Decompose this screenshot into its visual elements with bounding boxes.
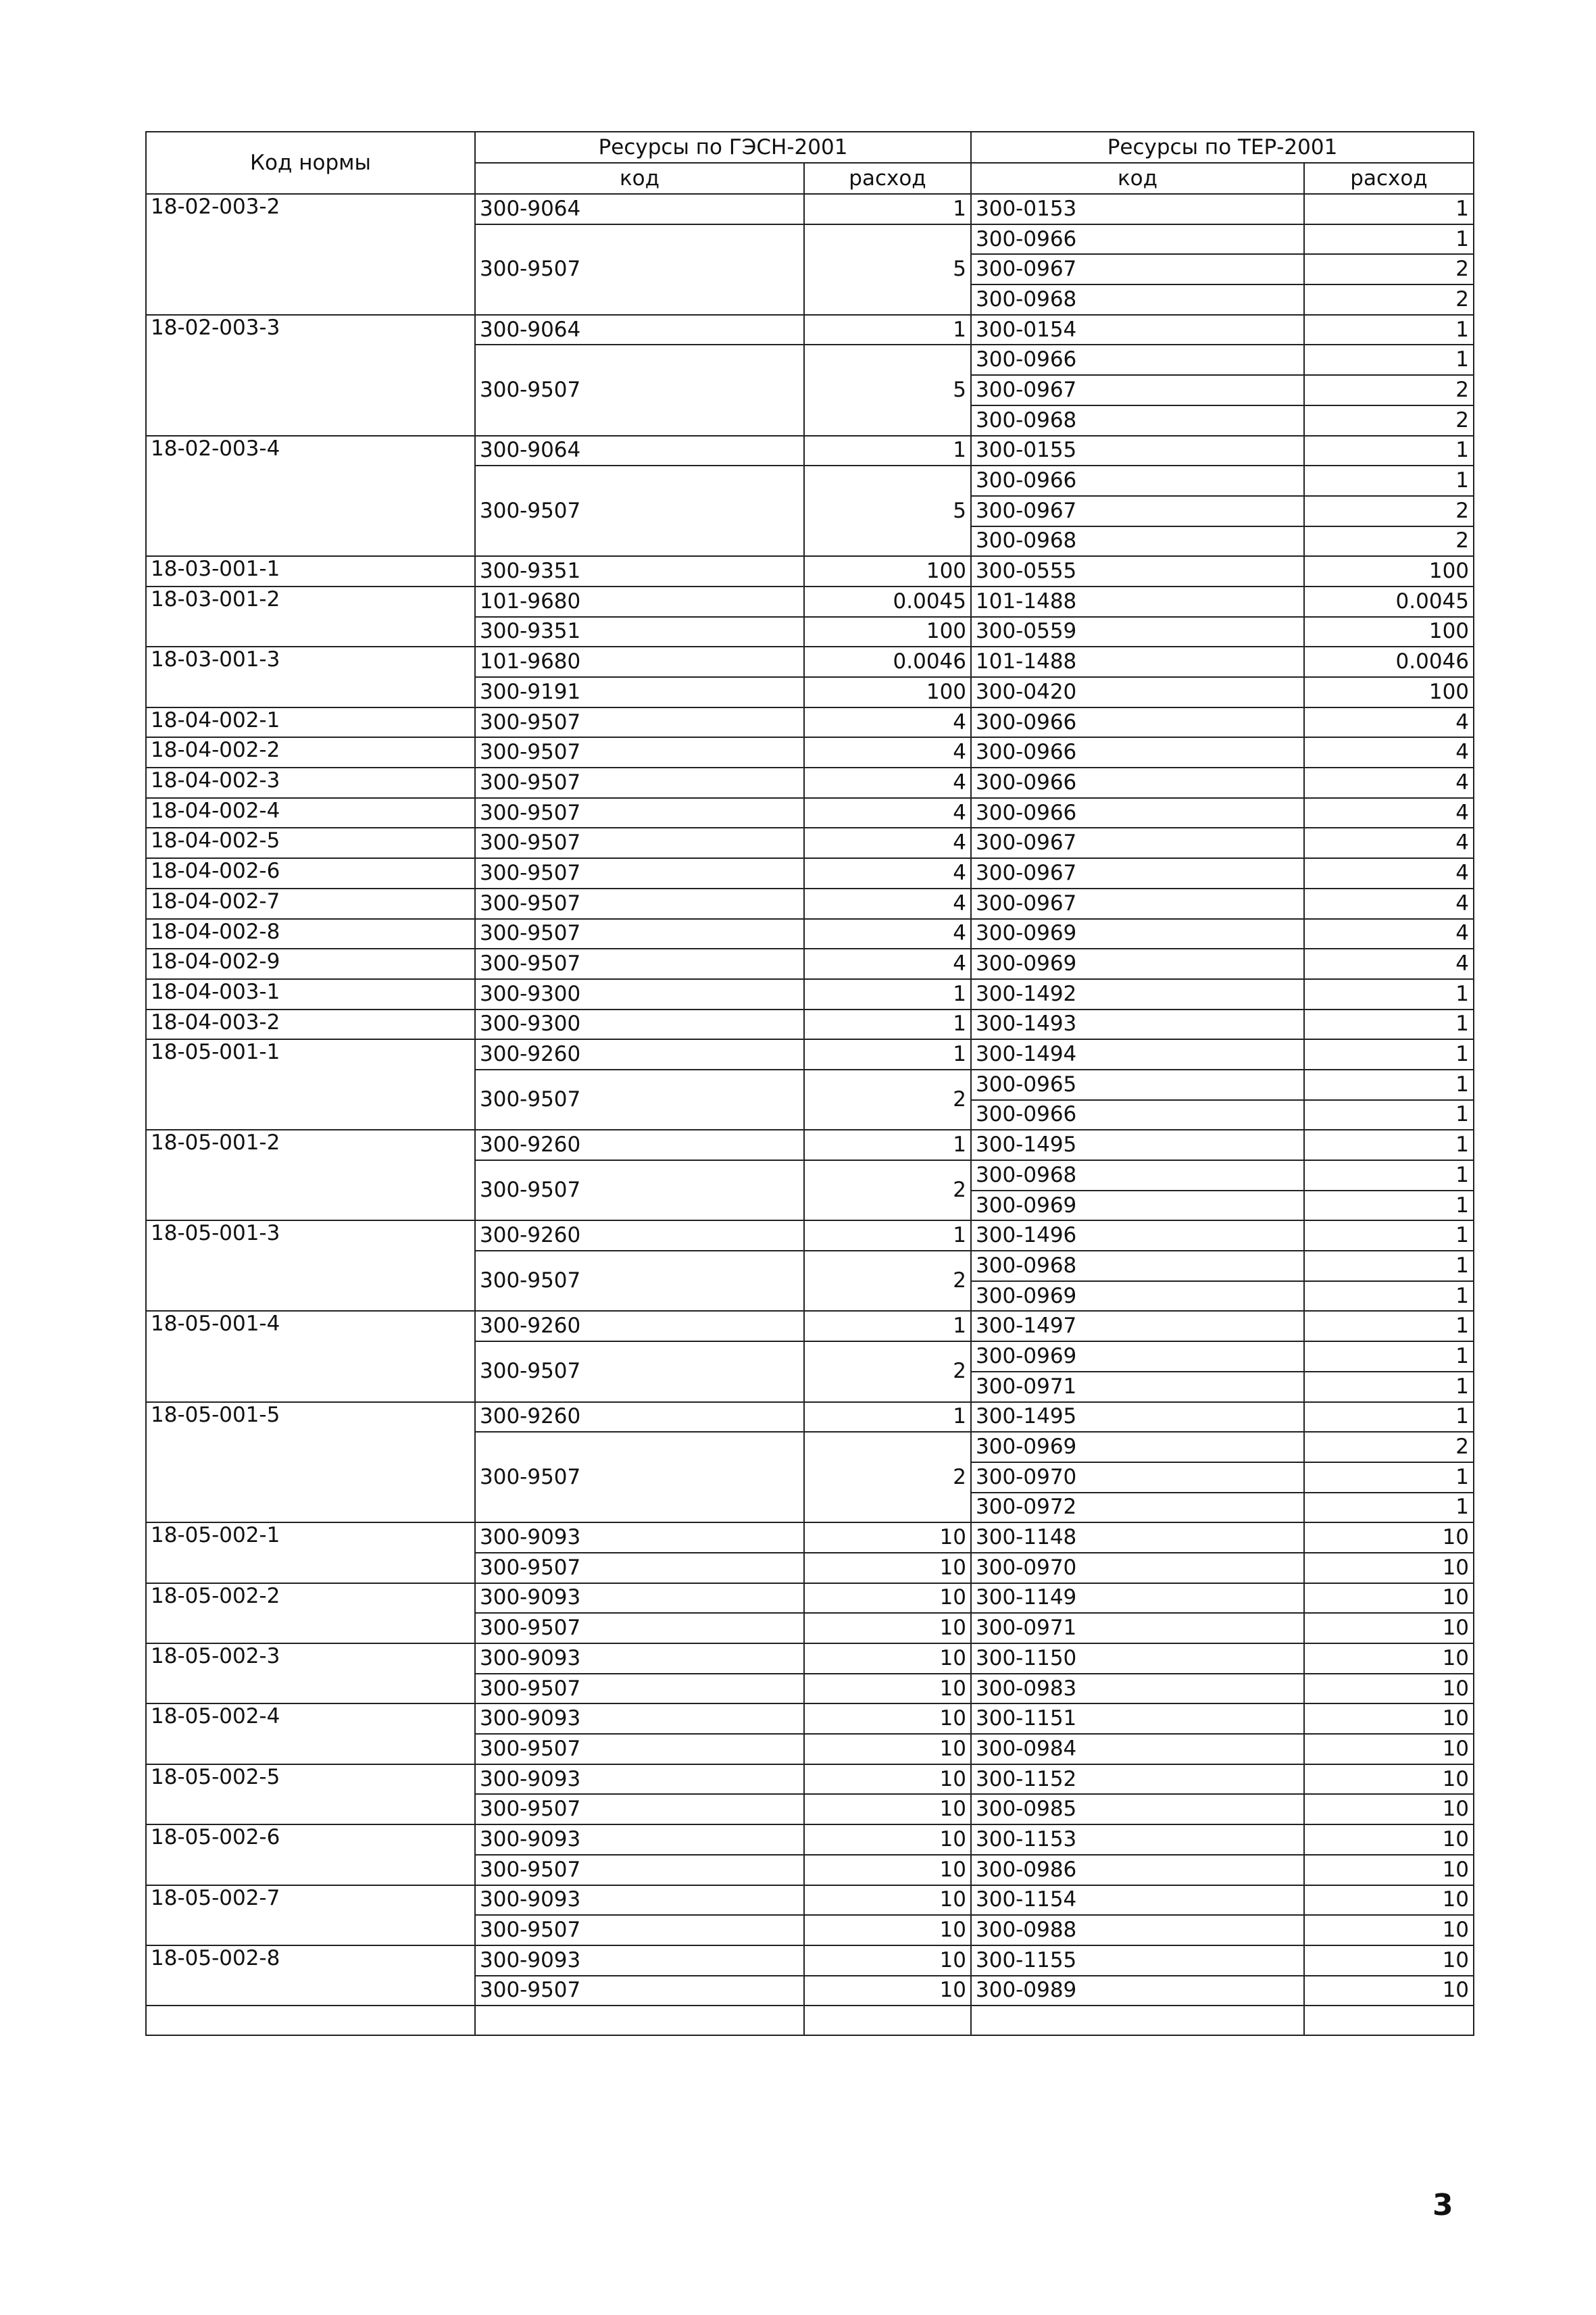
- ter-rate-cell: 4: [1304, 768, 1474, 798]
- ter-code-cell: 300-0969: [971, 1191, 1304, 1221]
- table-row: [146, 1824, 1474, 1855]
- gesn-rate-cell: 1: [804, 1039, 971, 1070]
- ter-rate-cell: 1: [1304, 1130, 1474, 1160]
- header-gesn-code: код: [475, 163, 804, 194]
- table-row: [146, 979, 1474, 1010]
- ter-rate-cell: 10: [1304, 1976, 1474, 2006]
- ter-code-cell: 300-0966: [971, 768, 1304, 798]
- ter-rate-cell: 10: [1304, 1734, 1474, 1764]
- gesn-code-cell: 300-9507: [475, 1553, 804, 1583]
- gesn-code-cell: 300-9093: [475, 1945, 804, 1976]
- norm-code-cell: 18-04-003-1: [146, 979, 475, 1010]
- ter-code-cell: 300-0969: [971, 1432, 1304, 1462]
- ter-code-cell: 300-0969: [971, 1281, 1304, 1312]
- gesn-rate-cell: 5: [804, 345, 971, 435]
- blank-cell: [475, 2006, 804, 2035]
- ter-code-cell: 300-1492: [971, 979, 1304, 1010]
- gesn-rate-cell: 10: [804, 1976, 971, 2006]
- table-row: [146, 889, 1474, 919]
- table-row: [146, 1764, 1474, 1795]
- ter-code-cell: 300-0968: [971, 1251, 1304, 1281]
- table-row: [146, 1703, 1474, 1734]
- ter-rate-cell: 1: [1304, 1493, 1474, 1523]
- gesn-code-cell: 300-9507: [475, 1734, 804, 1764]
- ter-rate-cell: 1: [1304, 466, 1474, 496]
- ter-code-cell: 300-0967: [971, 496, 1304, 526]
- gesn-rate-cell: 100: [804, 617, 971, 647]
- gesn-rate-cell: 10: [804, 1553, 971, 1583]
- table-row: [146, 1885, 1474, 1916]
- norm-code-cell: 18-04-002-9: [146, 949, 475, 979]
- gesn-code-cell: 300-9507: [475, 1613, 804, 1643]
- ter-code-cell: 101-1488: [971, 587, 1304, 617]
- table-row: [146, 919, 1474, 949]
- ter-rate-cell: 10: [1304, 1824, 1474, 1855]
- gesn-rate-cell: 5: [804, 224, 971, 315]
- gesn-rate-cell: 5: [804, 466, 971, 556]
- ter-code-cell: 300-0966: [971, 798, 1304, 828]
- blank-cell: [146, 2006, 475, 2035]
- norm-code-cell: 18-04-002-6: [146, 858, 475, 889]
- gesn-rate-cell: 10: [804, 1613, 971, 1643]
- table-row: [146, 556, 1474, 587]
- blank-cell: [1304, 2006, 1474, 2035]
- ter-rate-cell: 1: [1304, 1462, 1474, 1493]
- gesn-rate-cell: 10: [804, 1734, 971, 1764]
- gesn-code-cell: 300-9351: [475, 617, 804, 647]
- norm-code-cell: 18-04-002-5: [146, 828, 475, 858]
- norm-code-cell: 18-04-002-2: [146, 737, 475, 768]
- gesn-code-cell: 300-9260: [475, 1402, 804, 1433]
- gesn-code-cell: 300-9507: [475, 858, 804, 889]
- gesn-code-cell: 300-9093: [475, 1522, 804, 1553]
- ter-rate-cell: 4: [1304, 889, 1474, 919]
- gesn-rate-cell: 10: [804, 1945, 971, 1976]
- table-row: [146, 737, 1474, 768]
- gesn-code-cell: 300-9507: [475, 828, 804, 858]
- ter-rate-cell: 2: [1304, 284, 1474, 315]
- resource-table: [145, 131, 1474, 2036]
- table-row: [146, 1220, 1474, 1251]
- ter-rate-cell: 10: [1304, 1613, 1474, 1643]
- ter-rate-cell: 1: [1304, 194, 1474, 224]
- ter-code-cell: 300-0968: [971, 284, 1304, 315]
- ter-code-cell: 300-1493: [971, 1010, 1304, 1040]
- norm-code-cell: 18-05-002-2: [146, 1583, 475, 1643]
- blank-row: [146, 2006, 1474, 2035]
- gesn-code-cell: 300-9064: [475, 315, 804, 345]
- ter-code-cell: 300-0967: [971, 858, 1304, 889]
- gesn-rate-cell: 1: [804, 194, 971, 224]
- gesn-rate-cell: 10: [804, 1674, 971, 1704]
- ter-code-cell: 300-0155: [971, 436, 1304, 466]
- table-row: [146, 1643, 1474, 1674]
- norm-code-cell: 18-05-002-4: [146, 1703, 475, 1764]
- norm-code-cell: 18-05-002-7: [146, 1885, 475, 1945]
- ter-rate-cell: 1: [1304, 1160, 1474, 1191]
- ter-code-cell: 300-0967: [971, 254, 1304, 284]
- ter-rate-cell: 10: [1304, 1703, 1474, 1734]
- ter-code-cell: 300-0153: [971, 194, 1304, 224]
- ter-rate-cell: 2: [1304, 526, 1474, 557]
- gesn-rate-cell: 2: [804, 1070, 971, 1130]
- gesn-rate-cell: 1: [804, 979, 971, 1010]
- table-row: [146, 1010, 1474, 1040]
- ter-code-cell: 300-0972: [971, 1493, 1304, 1523]
- gesn-rate-cell: 1: [804, 1402, 971, 1433]
- table-row: [146, 587, 1474, 617]
- norm-code-cell: 18-05-001-5: [146, 1402, 475, 1523]
- gesn-code-cell: 300-9093: [475, 1764, 804, 1795]
- ter-rate-cell: 0.0045: [1304, 587, 1474, 617]
- norm-code-cell: 18-02-003-3: [146, 315, 475, 436]
- ter-rate-cell: 1: [1304, 1220, 1474, 1251]
- table-row: [146, 1402, 1474, 1433]
- table-body: [146, 194, 1474, 2035]
- gesn-rate-cell: 1: [804, 315, 971, 345]
- ter-rate-cell: 10: [1304, 1764, 1474, 1795]
- ter-code-cell: 300-1495: [971, 1130, 1304, 1160]
- ter-code-cell: 300-0986: [971, 1855, 1304, 1885]
- gesn-rate-cell: 1: [804, 1220, 971, 1251]
- gesn-code-cell: 300-9507: [475, 1976, 804, 2006]
- gesn-rate-cell: 4: [804, 828, 971, 858]
- ter-rate-cell: 4: [1304, 858, 1474, 889]
- table-row: [146, 858, 1474, 889]
- gesn-code-cell: 300-9093: [475, 1824, 804, 1855]
- ter-rate-cell: 2: [1304, 496, 1474, 526]
- ter-rate-cell: 1: [1304, 1100, 1474, 1130]
- norm-code-cell: 18-05-002-8: [146, 1945, 475, 2006]
- ter-rate-cell: 1: [1304, 979, 1474, 1010]
- ter-rate-cell: 4: [1304, 737, 1474, 768]
- ter-rate-cell: 10: [1304, 1553, 1474, 1583]
- ter-rate-cell: 10: [1304, 1522, 1474, 1553]
- header-ter-rate: расход: [1304, 163, 1474, 194]
- gesn-code-cell: 300-9260: [475, 1220, 804, 1251]
- ter-rate-cell: 10: [1304, 1945, 1474, 1976]
- ter-rate-cell: 10: [1304, 1885, 1474, 1916]
- ter-code-cell: 300-0966: [971, 224, 1304, 255]
- blank-cell: [804, 2006, 971, 2035]
- gesn-rate-cell: 10: [804, 1703, 971, 1734]
- header-gesn-rate: расход: [804, 163, 971, 194]
- gesn-rate-cell: 10: [804, 1794, 971, 1824]
- ter-code-cell: 300-1152: [971, 1764, 1304, 1795]
- ter-rate-cell: 2: [1304, 254, 1474, 284]
- ter-code-cell: 300-1150: [971, 1643, 1304, 1674]
- ter-rate-cell: 1: [1304, 345, 1474, 375]
- ter-rate-cell: 100: [1304, 677, 1474, 707]
- ter-rate-cell: 10: [1304, 1643, 1474, 1674]
- ter-rate-cell: 1: [1304, 1039, 1474, 1070]
- ter-code-cell: 300-0968: [971, 526, 1304, 557]
- gesn-rate-cell: 2: [804, 1251, 971, 1311]
- gesn-code-cell: 300-9093: [475, 1643, 804, 1674]
- ter-code-cell: 300-1495: [971, 1402, 1304, 1433]
- gesn-code-cell: 300-9351: [475, 556, 804, 587]
- gesn-code-cell: 300-9507: [475, 1915, 804, 1945]
- gesn-rate-cell: 4: [804, 889, 971, 919]
- gesn-code-cell: 300-9507: [475, 466, 804, 556]
- gesn-rate-cell: 10: [804, 1855, 971, 1885]
- ter-code-cell: 300-1148: [971, 1522, 1304, 1553]
- ter-rate-cell: 4: [1304, 919, 1474, 949]
- ter-rate-cell: 10: [1304, 1794, 1474, 1824]
- header-gesn: Ресурсы по ГЭСН-2001: [475, 132, 971, 163]
- ter-code-cell: 300-1153: [971, 1824, 1304, 1855]
- gesn-rate-cell: 2: [804, 1432, 971, 1522]
- gesn-rate-cell: 0.0046: [804, 647, 971, 677]
- gesn-code-cell: 300-9093: [475, 1885, 804, 1916]
- gesn-code-cell: 300-9064: [475, 194, 804, 224]
- ter-code-cell: 300-0966: [971, 345, 1304, 375]
- gesn-code-cell: 300-9507: [475, 224, 804, 315]
- ter-rate-cell: 1: [1304, 1010, 1474, 1040]
- norm-code-cell: 18-04-002-4: [146, 798, 475, 828]
- ter-code-cell: 300-0971: [971, 1372, 1304, 1402]
- norm-code-cell: 18-04-002-3: [146, 768, 475, 798]
- norm-code-cell: 18-02-003-4: [146, 436, 475, 557]
- ter-rate-cell: 10: [1304, 1855, 1474, 1885]
- gesn-rate-cell: 10: [804, 1824, 971, 1855]
- ter-code-cell: 300-0983: [971, 1674, 1304, 1704]
- ter-rate-cell: 1: [1304, 1311, 1474, 1341]
- ter-code-cell: 300-0154: [971, 315, 1304, 345]
- table-row: [146, 315, 1474, 345]
- ter-code-cell: 300-1155: [971, 1945, 1304, 1976]
- gesn-rate-cell: 4: [804, 798, 971, 828]
- table-row: [146, 1130, 1474, 1160]
- norm-code-cell: 18-03-001-3: [146, 647, 475, 707]
- gesn-code-cell: 300-9507: [475, 345, 804, 435]
- ter-code-cell: 300-0969: [971, 1341, 1304, 1372]
- norm-code-cell: 18-02-003-2: [146, 194, 475, 315]
- gesn-code-cell: 300-9507: [475, 737, 804, 768]
- gesn-code-cell: 101-9680: [475, 647, 804, 677]
- gesn-code-cell: 300-9507: [475, 1341, 804, 1401]
- ter-rate-cell: 1: [1304, 1341, 1474, 1372]
- ter-rate-cell: 10: [1304, 1915, 1474, 1945]
- gesn-code-cell: 300-9260: [475, 1130, 804, 1160]
- gesn-rate-cell: 4: [804, 919, 971, 949]
- gesn-code-cell: 300-9507: [475, 1070, 804, 1130]
- ter-rate-cell: 2: [1304, 405, 1474, 436]
- gesn-rate-cell: 2: [804, 1160, 971, 1220]
- ter-code-cell: 300-0970: [971, 1553, 1304, 1583]
- table-row: [146, 1311, 1474, 1341]
- ter-rate-cell: 10: [1304, 1674, 1474, 1704]
- ter-code-cell: 300-0966: [971, 707, 1304, 738]
- ter-code-cell: 300-0988: [971, 1915, 1304, 1945]
- ter-code-cell: 300-0969: [971, 949, 1304, 979]
- ter-rate-cell: 1: [1304, 1251, 1474, 1281]
- gesn-code-cell: 300-9507: [475, 798, 804, 828]
- ter-code-cell: 300-0968: [971, 405, 1304, 436]
- ter-code-cell: 300-0966: [971, 737, 1304, 768]
- ter-rate-cell: 10: [1304, 1583, 1474, 1614]
- gesn-code-cell: 300-9260: [475, 1311, 804, 1341]
- table-header: [146, 132, 1474, 194]
- gesn-code-cell: 300-9507: [475, 1160, 804, 1220]
- gesn-rate-cell: 10: [804, 1583, 971, 1614]
- table-row: [146, 1945, 1474, 1976]
- norm-code-cell: 18-04-002-8: [146, 919, 475, 949]
- norm-code-cell: 18-04-003-2: [146, 1010, 475, 1040]
- ter-code-cell: 300-1149: [971, 1583, 1304, 1614]
- ter-rate-cell: 4: [1304, 707, 1474, 738]
- ter-rate-cell: 1: [1304, 1070, 1474, 1100]
- header-ter-code: код: [971, 163, 1304, 194]
- table-row: [146, 798, 1474, 828]
- table-row: [146, 436, 1474, 466]
- gesn-code-cell: 300-9093: [475, 1703, 804, 1734]
- ter-rate-cell: 4: [1304, 828, 1474, 858]
- table-row: [146, 949, 1474, 979]
- ter-code-cell: 300-0559: [971, 617, 1304, 647]
- gesn-code-cell: 300-9507: [475, 1432, 804, 1522]
- gesn-code-cell: 300-9507: [475, 889, 804, 919]
- ter-code-cell: 300-0967: [971, 828, 1304, 858]
- table-row: [146, 647, 1474, 677]
- ter-code-cell: 300-0966: [971, 1100, 1304, 1130]
- gesn-code-cell: 300-9507: [475, 949, 804, 979]
- table-row: [146, 828, 1474, 858]
- table-row: [146, 1039, 1474, 1070]
- gesn-rate-cell: 4: [804, 858, 971, 889]
- ter-rate-cell: 100: [1304, 617, 1474, 647]
- gesn-rate-cell: 1: [804, 1010, 971, 1040]
- ter-rate-cell: 4: [1304, 798, 1474, 828]
- ter-rate-cell: 0.0046: [1304, 647, 1474, 677]
- gesn-rate-cell: 0.0045: [804, 587, 971, 617]
- ter-rate-cell: 1: [1304, 224, 1474, 255]
- ter-code-cell: 300-0966: [971, 466, 1304, 496]
- gesn-code-cell: 300-9300: [475, 1010, 804, 1040]
- ter-code-cell: 300-0984: [971, 1734, 1304, 1764]
- ter-code-cell: 300-1151: [971, 1703, 1304, 1734]
- norm-code-cell: 18-04-002-1: [146, 707, 475, 738]
- ter-rate-cell: 1: [1304, 1402, 1474, 1433]
- gesn-rate-cell: 1: [804, 436, 971, 466]
- gesn-code-cell: 300-9300: [475, 979, 804, 1010]
- page-number: 3: [1432, 2188, 1453, 2222]
- gesn-rate-cell: 2: [804, 1341, 971, 1401]
- ter-rate-cell: 2: [1304, 1432, 1474, 1462]
- ter-code-cell: 300-0989: [971, 1976, 1304, 2006]
- ter-code-cell: 300-1494: [971, 1039, 1304, 1070]
- ter-code-cell: 300-1496: [971, 1220, 1304, 1251]
- gesn-rate-cell: 4: [804, 768, 971, 798]
- ter-code-cell: 300-0985: [971, 1794, 1304, 1824]
- gesn-code-cell: 300-9191: [475, 677, 804, 707]
- ter-code-cell: 300-0967: [971, 889, 1304, 919]
- gesn-rate-cell: 1: [804, 1130, 971, 1160]
- ter-code-cell: 101-1488: [971, 647, 1304, 677]
- gesn-code-cell: 300-9507: [475, 1855, 804, 1885]
- gesn-code-cell: 300-9507: [475, 707, 804, 738]
- norm-code-cell: 18-05-002-3: [146, 1643, 475, 1703]
- blank-cell: [971, 2006, 1304, 2035]
- table-row: [146, 768, 1474, 798]
- header-ter: Ресурсы по ТЕР-2001: [971, 132, 1474, 163]
- gesn-code-cell: 300-9507: [475, 1251, 804, 1311]
- ter-rate-cell: 1: [1304, 1281, 1474, 1312]
- norm-code-cell: 18-05-001-2: [146, 1130, 475, 1220]
- norm-code-cell: 18-03-001-1: [146, 556, 475, 587]
- ter-code-cell: 300-1497: [971, 1311, 1304, 1341]
- ter-code-cell: 300-0967: [971, 375, 1304, 405]
- ter-rate-cell: 1: [1304, 1191, 1474, 1221]
- gesn-code-cell: 300-9507: [475, 1794, 804, 1824]
- gesn-rate-cell: 4: [804, 949, 971, 979]
- gesn-rate-cell: 1: [804, 1311, 971, 1341]
- norm-code-cell: 18-05-001-4: [146, 1311, 475, 1401]
- ter-code-cell: 300-0555: [971, 556, 1304, 587]
- ter-rate-cell: 100: [1304, 556, 1474, 587]
- ter-code-cell: 300-0968: [971, 1160, 1304, 1191]
- gesn-code-cell: 101-9680: [475, 587, 804, 617]
- gesn-rate-cell: 100: [804, 677, 971, 707]
- gesn-rate-cell: 4: [804, 707, 971, 738]
- norm-code-cell: 18-05-002-6: [146, 1824, 475, 1885]
- norm-code-cell: 18-05-001-3: [146, 1220, 475, 1311]
- table-row: [146, 1583, 1474, 1614]
- gesn-rate-cell: 10: [804, 1643, 971, 1674]
- ter-code-cell: 300-0970: [971, 1462, 1304, 1493]
- gesn-rate-cell: 4: [804, 737, 971, 768]
- gesn-rate-cell: 10: [804, 1764, 971, 1795]
- ter-code-cell: 300-1154: [971, 1885, 1304, 1916]
- ter-rate-cell: 4: [1304, 949, 1474, 979]
- gesn-rate-cell: 100: [804, 556, 971, 587]
- ter-rate-cell: 1: [1304, 315, 1474, 345]
- gesn-code-cell: 300-9260: [475, 1039, 804, 1070]
- gesn-code-cell: 300-9507: [475, 919, 804, 949]
- norm-code-cell: 18-03-001-2: [146, 587, 475, 647]
- gesn-code-cell: 300-9507: [475, 768, 804, 798]
- ter-code-cell: 300-0969: [971, 919, 1304, 949]
- gesn-code-cell: 300-9093: [475, 1583, 804, 1614]
- gesn-code-cell: 300-9064: [475, 436, 804, 466]
- gesn-rate-cell: 10: [804, 1885, 971, 1916]
- gesn-code-cell: 300-9507: [475, 1674, 804, 1704]
- norm-code-cell: 18-05-001-1: [146, 1039, 475, 1130]
- norm-code-cell: 18-05-002-1: [146, 1522, 475, 1583]
- norm-code-cell: 18-05-002-5: [146, 1764, 475, 1824]
- gesn-rate-cell: 10: [804, 1522, 971, 1553]
- ter-code-cell: 300-0971: [971, 1613, 1304, 1643]
- ter-code-cell: 300-0965: [971, 1070, 1304, 1100]
- gesn-rate-cell: 10: [804, 1915, 971, 1945]
- ter-rate-cell: 2: [1304, 375, 1474, 405]
- table-row: [146, 707, 1474, 738]
- ter-code-cell: 300-0420: [971, 677, 1304, 707]
- table-row: [146, 1522, 1474, 1553]
- header-norm-code: Код нормы: [146, 132, 475, 194]
- ter-rate-cell: 1: [1304, 1372, 1474, 1402]
- table-row: [146, 194, 1474, 224]
- norm-code-cell: 18-04-002-7: [146, 889, 475, 919]
- ter-rate-cell: 1: [1304, 436, 1474, 466]
